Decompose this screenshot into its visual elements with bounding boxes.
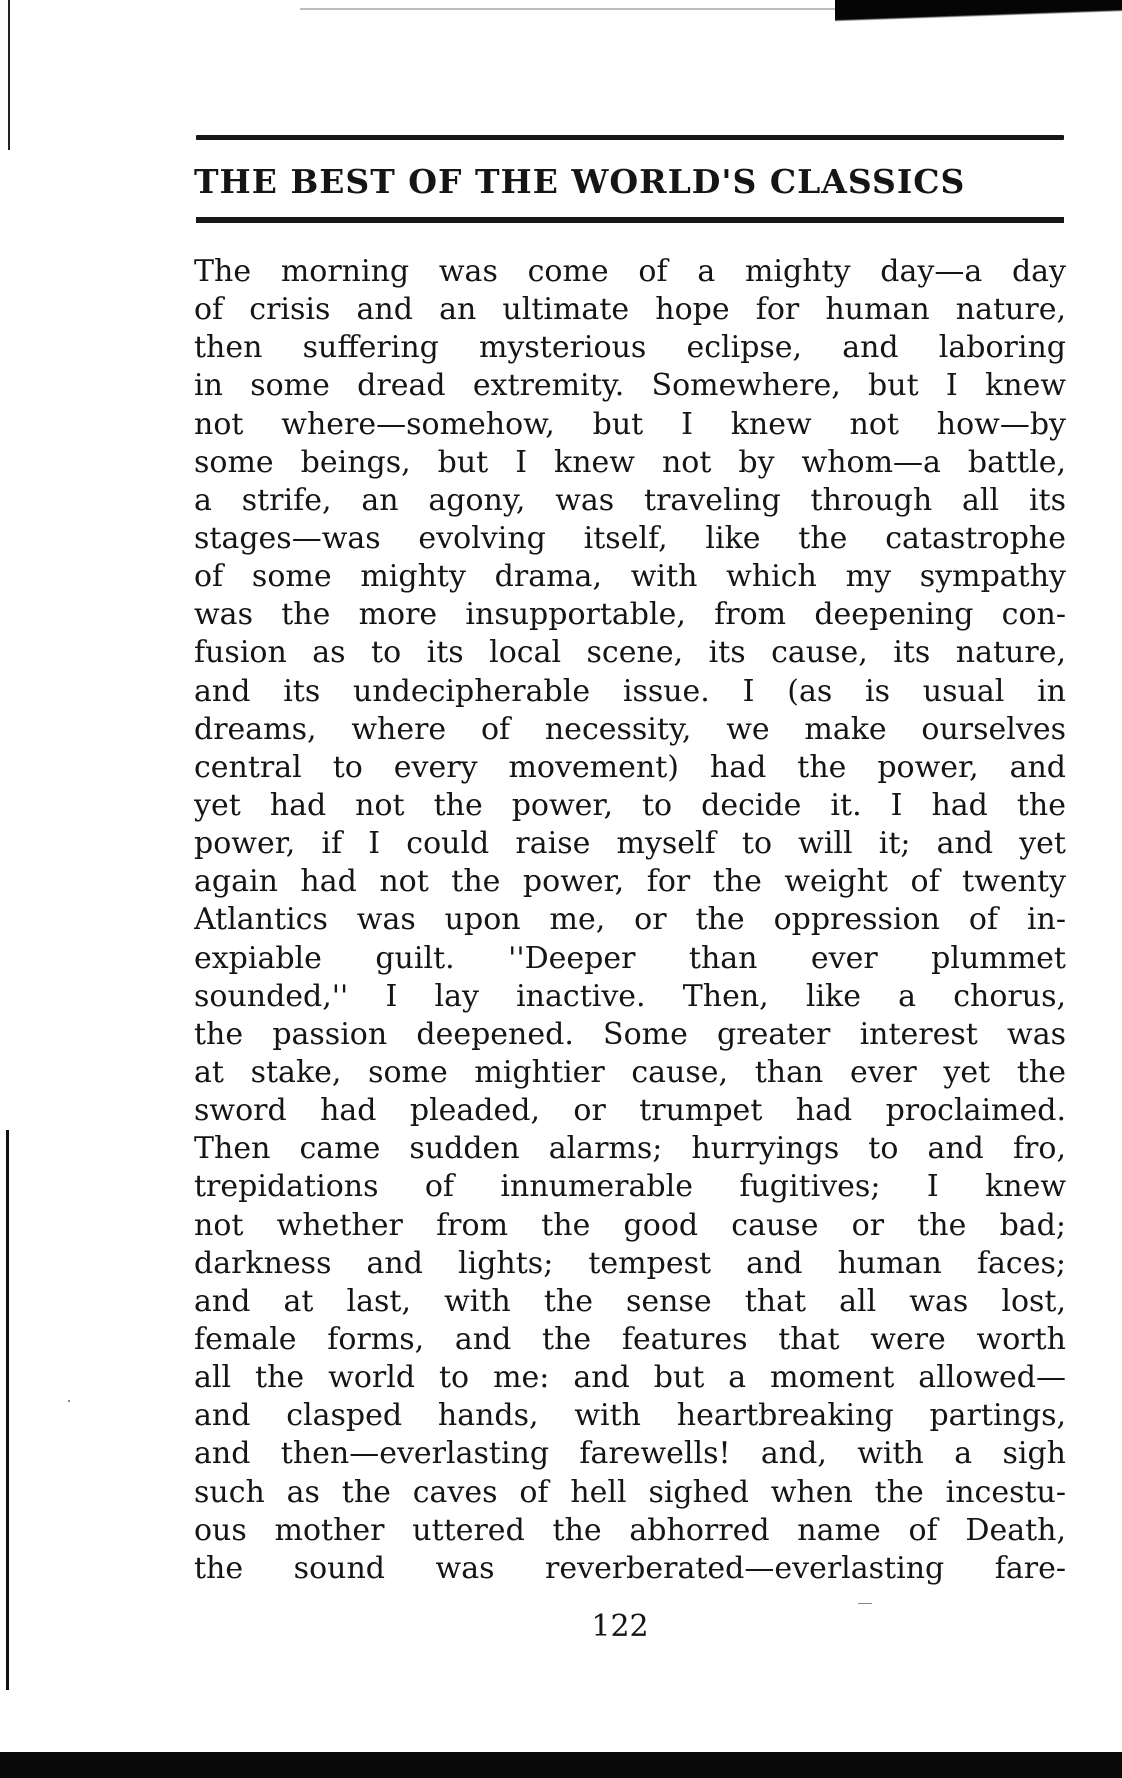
text-line: fusion as to its local scene, its cause, its nature, — [194, 635, 1066, 671]
header-rule-top — [196, 135, 1064, 140]
text-line: stages—was evolving itself, like the catastrophe — [194, 520, 1066, 556]
page-number: 122 — [591, 1609, 649, 1644]
scan-edge-line-left-bottom — [6, 1130, 9, 1690]
text-line: in some dread extremity. Somewhere, but I knew — [194, 368, 1066, 404]
text-line: The morning was come of a mighty day—a day — [194, 254, 1066, 289]
text-line: female forms, and the features that were worth — [194, 1321, 1066, 1357]
text-line: trepidations of innumerable fugitives; I knew — [194, 1169, 1066, 1205]
scan-speck — [858, 1603, 872, 1604]
text-line: such as the caves of hell sighed when the incestu- — [194, 1474, 1066, 1510]
text-line: central to every movement) had the power, and — [194, 749, 1066, 785]
text-line: darkness and lights; tempest and human faces; — [194, 1245, 1066, 1281]
text-line: and its undecipherable issue. I (as is usual in — [194, 673, 1066, 709]
text-line: ous mother uttered the abhorred name of Death, — [194, 1512, 1066, 1548]
scan-edge-line-left-top — [8, 0, 10, 150]
text-line: some beings, but I knew not by whom—a battle, — [194, 444, 1066, 480]
text-line: Then came sudden alarms; hurryings to and fro, — [194, 1131, 1066, 1167]
text-line: again had not the power, for the weight of twenty — [194, 864, 1066, 900]
text-line: the sound was reverberated—everlasting fare- — [194, 1550, 1066, 1586]
scan-edge-bottom — [0, 1752, 1122, 1778]
running-header: THE BEST OF THE WORLD'S CLASSICS — [194, 162, 966, 201]
text-line: power, if I could raise myself to will it; and yet — [194, 826, 1066, 862]
text-line: a strife, an agony, was traveling through all its — [194, 482, 1066, 518]
text-line: Atlantics was upon me, or the oppression of in- — [194, 902, 1066, 938]
text-line: expiable guilt. ''Deeper than ever plummet — [194, 940, 1066, 976]
scan-shadow-top-right — [835, 0, 1122, 60]
text-line: at stake, some mightier cause, than ever yet the — [194, 1054, 1066, 1090]
text-line: not whether from the good cause or the bad; — [194, 1207, 1066, 1243]
text-line: and clasped hands, with heartbreaking partings, — [194, 1398, 1066, 1434]
header-rule-bottom — [196, 217, 1064, 223]
text-line: of crisis and an ultimate hope for human nature, — [194, 292, 1066, 328]
text-line: dreams, where of necessity, we make ourselves — [194, 711, 1066, 747]
scan-speck — [68, 1400, 70, 1402]
text-line: the passion deepened. Some greater interest was — [194, 1016, 1066, 1052]
text-line: sounded,'' I lay inactive. Then, like a chorus, — [194, 978, 1066, 1014]
text-line: of some mighty drama, with which my sympathy — [194, 559, 1066, 595]
text-line: yet had not the power, to decide it. I had the — [194, 787, 1066, 823]
body-text — [194, 253, 1066, 1588]
text-line: was the more insupportable, from deepening con- — [194, 597, 1066, 633]
text-line: not where—somehow, but I knew not how—by — [194, 406, 1066, 442]
text-line: then suffering mysterious eclipse, and laboring — [194, 330, 1066, 366]
text-line: all the world to me: and but a moment allowed— — [194, 1360, 1066, 1396]
text-line: and at last, with the sense that all was lost, — [194, 1283, 1066, 1319]
text-line: and then—everlasting farewells! and, with a sigh — [194, 1436, 1066, 1472]
text-line: sword had pleaded, or trumpet had proclaimed. — [194, 1093, 1066, 1129]
